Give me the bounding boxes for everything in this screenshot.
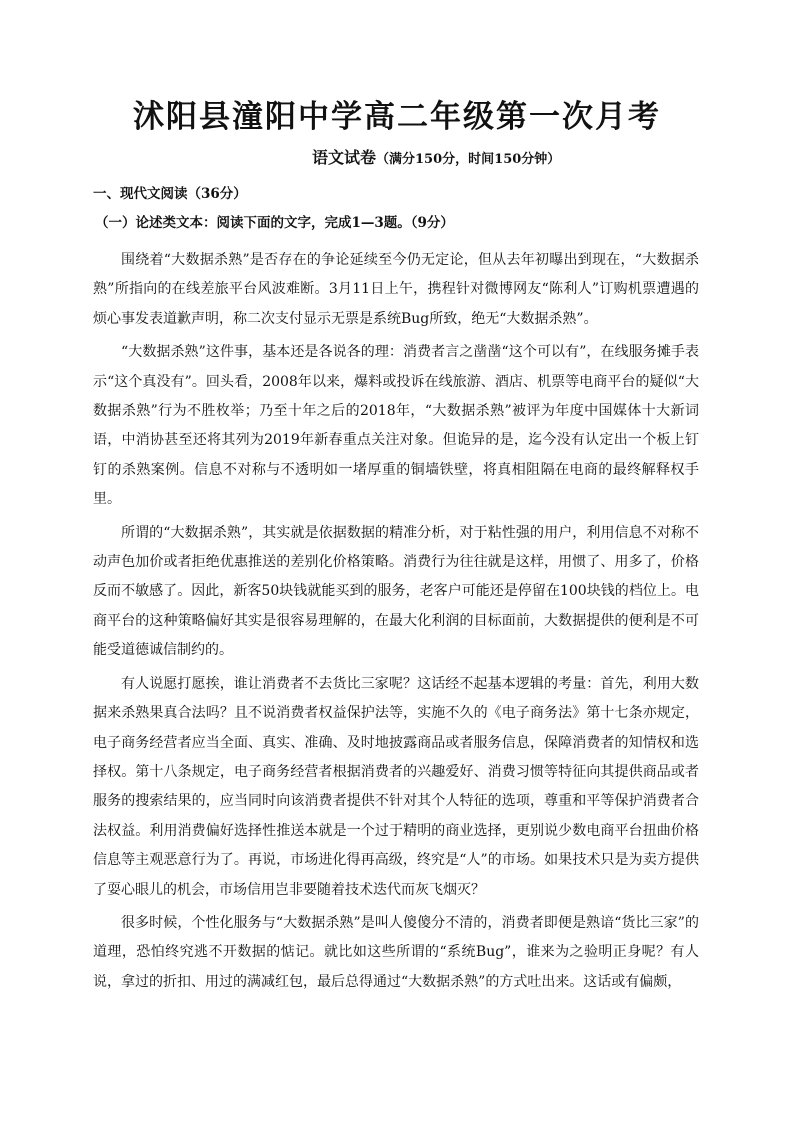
passage-paragraph: 所谓的“大数据杀熟”，其实就是依据数据的精准分析，对于粘性强的用户，利用信息不对称不动声色加价或者拒绝优惠推送的差别化价格策略。消费行为往往就是这样，用惯了、用多了，价格反而不敏感了。因此，新客50块钱就能买到的服务，老客户可能还是停留在100块钱的档位上。电商平台的这种策略偏好其实是很容易理解的，在最大化利润的目标面前，大数据提供的便利是不可能受道德诚信制约的。 [93, 524, 699, 659]
subsection-heading: （一）论述类文本：阅读下面的文字，完成1—3题。（9分） [95, 215, 454, 231]
exam-subtitle [312, 146, 560, 172]
passage-paragraph: 有人说愿打愿挨，谁让消费者不去货比三家呢？这话经不起基本逻辑的考量：首先，利用大数据来杀熟果真合法吗？且不说消费者权益保护法等，实施不久的《电子商务法》第十七条亦规定，电子商务经营者应当全面、真实、准确、及时地披露商品或者服务信息，保障消费者的知情权和选择权。第十八条规定，电子商务经营者根据消费者的兴趣爱好、消费习惯等特征向其提供商品或者服务的搜索结果的，应当同时向该消费者提供不针对其个人特征的选项，尊重和平等保护消费者合法权益。利用消费偏好选择性推送本就是一个过于精明的商业选择，更别说少数电商平台扭曲价格信息等主观恶意行为了。再说，市场进化得再高级，终究是“人”的市场。如果技术只是为卖方提供了耍心眼儿的机会，市场信用岂非要随着技术迭代而灰飞烟灭？ [93, 675, 699, 898]
exam-title: 沭阳县潼阳中学高二年级第一次月考 [133, 99, 661, 135]
passage-paragraph: 围绕着“大数据杀熟”是否存在的争论延续至今仍无定论，但从去年初曝出到现在，“大数据杀熟”所指向的在线差旅平台风波难断。3月11日上午，携程针对微博网友“陈利人”订购机票遭遇的烦心事发表道歉声明，称二次支付显示无票是系统Bug所致，绝无“大数据杀熟”。 [93, 252, 699, 327]
reading-passage [93, 246, 699, 1001]
passage-paragraph: “大数据杀熟”这件事，基本还是各说各的理：消费者言之凿凿“这个可以有”，在线服务摊手表示“这个真没有”。回头看，2008年以来，爆料或投诉在线旅游、酒店、机票等电商平台的疑似“大数据杀熟”行为不胜枚举；乃至十年之后的2018年，“大数据杀熟”被评为年度中国媒体十大新词语，中消协甚至还将其列为2019年新春重点关注对象。但诡异的是，迄今没有认定出一个板上钉钉的杀熟案例。信息不对称与不透明如一堵厚重的铜墙铁壁，将真相阻隔在电商的最终解释权手里。 [93, 344, 699, 508]
subject-label: 语文试卷 [312, 148, 377, 167]
section-heading: 一、现代文阅读（36分） [93, 186, 247, 202]
passage-paragraph: 很多时候，个性化服务与“大数据杀熟”是叫人傻傻分不清的，消费者即便是熟谙“货比三家”的道理，恐怕终究逃不开数据的惦记。就比如这些所谓的“系统Bug”，谁来为之验明正身呢？有人说，拿过的折扣、用过的满减红包，最后总得通过“大数据杀熟”的方式吐出来。这话或有偏颇， [93, 914, 699, 990]
score-time-note: （满分150分，时间150分钟） [376, 152, 561, 167]
